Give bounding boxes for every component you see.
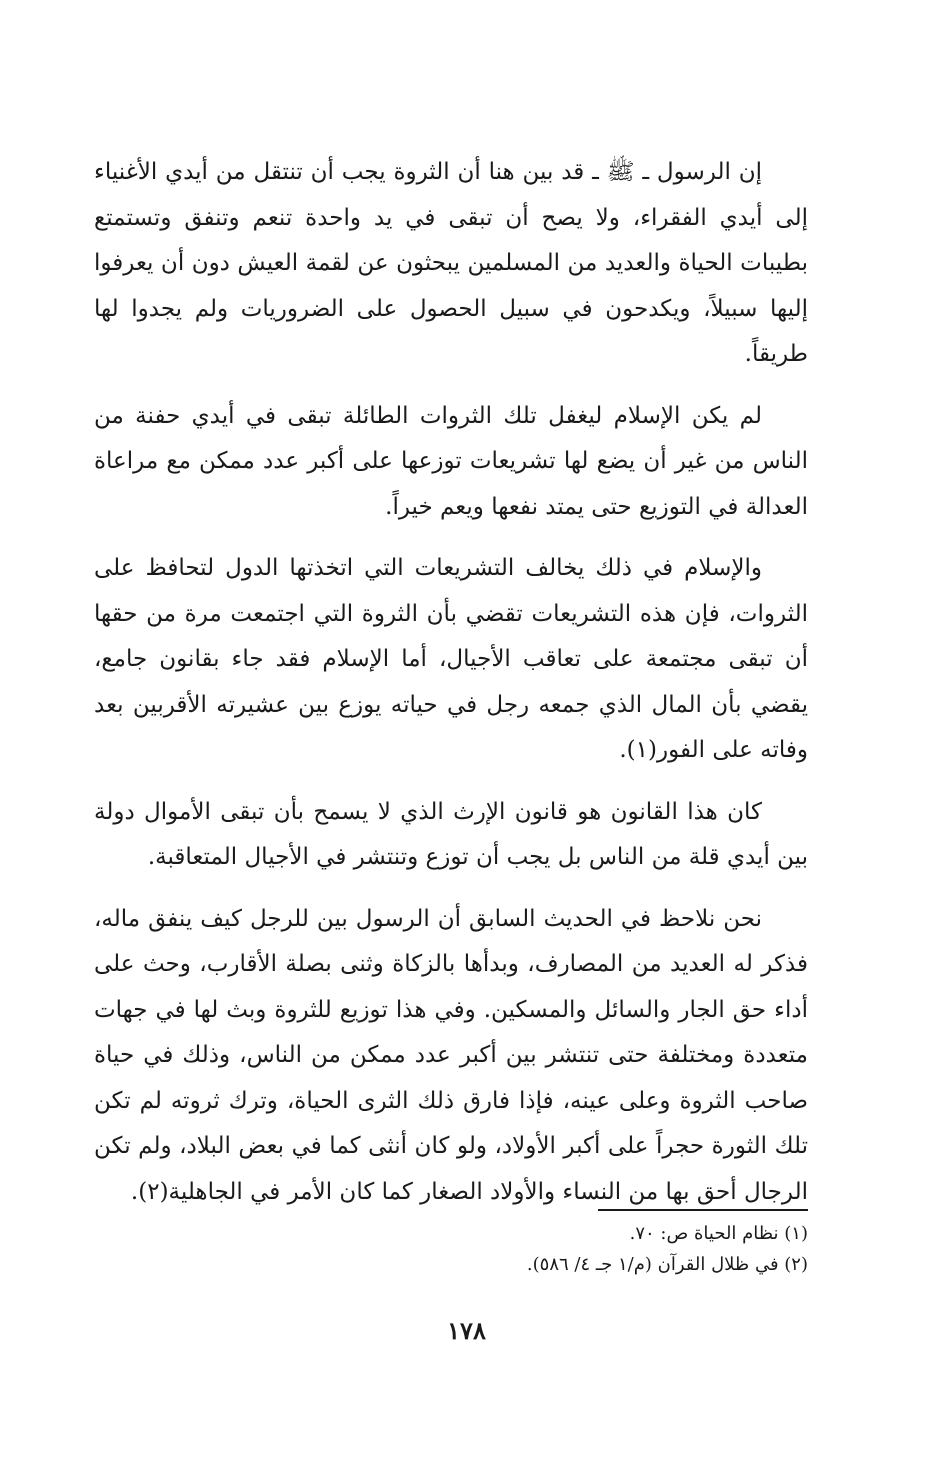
paragraph-5: نحن نلاحظ في الحديث السابق أن الرسول بين للرجل كيف ينفق ماله، فذكر له العديد من المصارف، وبدأها بالزكاة وثنى بصلة الأقارب، وحث على أداء حق الجار والسائل والمسكين. وفي هذا توزيع للثروة وبث لها في جهات متعددة ومختلفة حتى تنتشر بين أكبر عدد ممكن من الناس، وذلك في حياة صاحب الثروة وعلى عينه، فإذا فارق ذلك الثرى الحياة، وترك ثروته لم تكن تلك الثورة حجراً على أكبر الأولاد، ولو كان أنثى كما في بعض البلاد، ولم تكن الرجال أحق بها من النساء والأولاد الصغار كما كان الأمر في الجاهلية(٢). — [94, 905, 808, 1205]
footnote-1: (١) نظام الحياة ص: ٧٠. — [629, 1223, 808, 1244]
main-text — [94, 150, 808, 1231]
footnotes — [94, 1218, 808, 1280]
paragraph-4: كان هذا القانون هو قانون الإرث الذي لا يسمح بأن تبقى الأموال دولة بين أيدي قلة من الناس بل يجب أن توزع وتنتشر في الأجيال المتعاقبة. — [94, 798, 808, 870]
paragraph-3: والإسلام في ذلك يخالف التشريعات التي اتخذتها الدول لتحافظ على الثروات، فإن هذه التشريعات تقضي بأن الثروة التي اجتمعت مرة من حقها أن تبقى مجتمعة على تعاقب الأجيال، أما الإسلام فقد جاء بقانون جامع، يقضي بأن المال الذي جمعه رجل في حياته يوزع بين عشيرته الأقربين بعد وفاته على الفور(١). — [94, 555, 808, 763]
footnote-divider — [598, 1209, 808, 1211]
page-number: ١٧٨ — [447, 1316, 486, 1345]
paragraph-1: إن الرسول ـ ﷺ ـ قد بين هنا أن الثروة يجب أن تنتقل من أيدي الأغنياء إلى أيدي الفقراء، ولا يصح أن تبقى في يد واحدة تنعم وتنفق وتستمتع بطيبات الحياة والعديد من المسلمين يبحثون عن لقمة العيش دون أن يعرفوا إليها سبيلاً، ويكدحون في سبيل الحصول على الضروريات ولم يجدوا لها طريقاً. — [94, 159, 808, 367]
paragraph-2: لم يكن الإسلام ليغفل تلك الثروات الطائلة تبقى في أيدي حفنة من الناس من غير أن يضع لها تشريعات توزعها على أكبر عدد ممكن مع مراعاة العدالة في التوزيع حتى يمتد نفعها ويعم خيراً. — [94, 402, 808, 520]
footnote-2: (٢) في ظلال القرآن (م/١ جـ ٤/ ٥٨٦). — [526, 1254, 808, 1275]
